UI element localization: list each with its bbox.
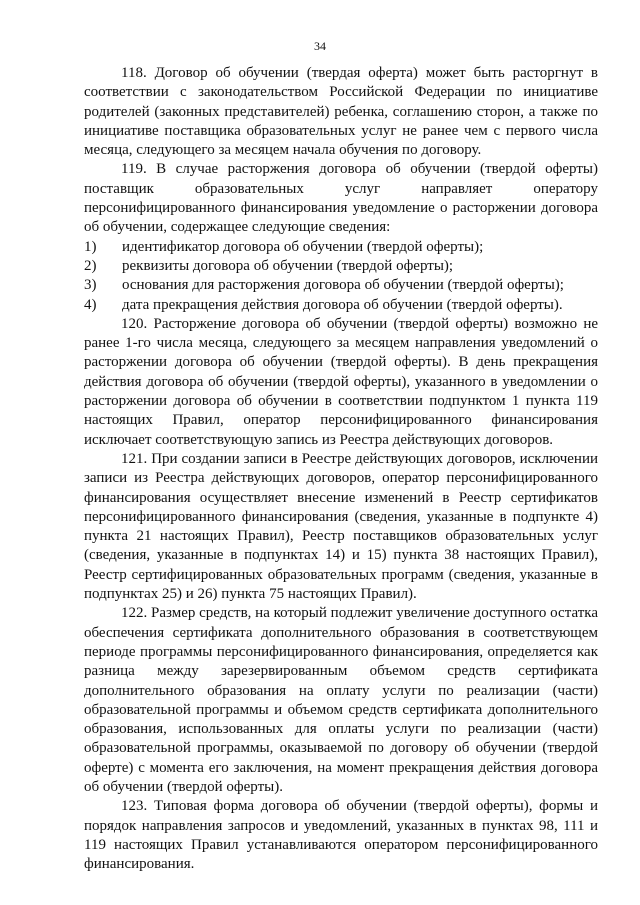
paragraph-120: 120. Расторжение договора об обучении (твердой оферты) возможно не ранее 1-го числа месяца, следующего за месяцем направления уведомлений о расторжении договора об обучении (твердой оферты). В день прекращения действия договора об обучении (твердой оферты), указанного в уведомлении о расторжении договора об обучении в соответствии подпунктом 1 пункта 119 настоящих Правил, оператор персонифицированного финансирования исключает соответствующую запись из Реестра действующих договоров. (84, 315, 598, 448)
paragraph-123: 123. Типовая форма договора об обучении (твердой оферты), формы и порядок направления запросов и уведомлений, указанных в пунктах 98, 111 и 119 настоящих Правил устанавливаются оператором персонифицированного финансирования. (84, 798, 598, 873)
list-item-text: реквизиты договора об обучении (твердой оферты); (122, 257, 454, 274)
list-item-119-4 (84, 296, 598, 315)
list-item-text: идентификатор договора об обучении (твердой оферты); (122, 238, 484, 255)
list-item-119-1 (84, 238, 598, 257)
list-item-119-3 (84, 276, 598, 295)
list-item-number: 2) (84, 257, 97, 274)
paragraph-118: 118. Договор об обучении (твердая оферта) может быть расторгнут в соответствии с законодательством Российской Федерации по инициативе родителей (законных представителей) ребенка, соглашению сторон, а также по инициативе поставщика образовательных услуг не ранее чем с первого числа месяца, следующего за месяцем начала обучения по договору. (84, 65, 598, 159)
document-body (84, 64, 598, 874)
list-item-number: 1) (84, 238, 97, 255)
list-item-119-2 (84, 257, 598, 276)
list-item-text: дата прекращения действия договора об обучении (твердой оферты). (122, 296, 563, 313)
paragraph-119: 119. В случае расторжения договора об обучении (твердой оферты) поставщик образовательных услуг направляет оператору персонифицированного финансирования уведомление о расторжении договора об обучении, содержащее следующие сведения: (84, 161, 598, 236)
page-number: 34 (314, 39, 326, 53)
list-item-text: основания для расторжения договора об обучении (твердой оферты); (122, 277, 564, 294)
list-item-number: 4) (84, 296, 97, 313)
paragraph-121: 121. При создании записи в Реестре действующих договоров, исключении записи из Реестра действующих договоров, оператор персонифицированного финансирования осуществляет внесение изменений в Реестр сертификатов персонифицированного финансирования (сведения, указанные в подпункте 4) пункта 21 настоящих Правил), Реестр поставщиков образовательных услуг (сведения, указанные в подпунктах 14) и 15) пункта 38 настоящих Правил), Реестр сертифицированных образовательных программ (сведения, указанные в подпунктах 25) и 26) пункта 75 настоящих Правил). (84, 450, 598, 603)
paragraph-122: 122. Размер средств, на который подлежит увеличение доступного остатка обеспечения сертификата дополнительного образования в соответствующем периоде программы персонифицированного финансирования, определяется как разница между зарезервированным объемом средств сертификата дополнительного образования на оплату услуги по реализации (части) образовательной программы и объемом средств сертификата дополнительного образования, использованных для оплаты услуги по реализации (части) образовательной программы, оказываемой по договору об обучении (твердой оферте) с момента его заключения, на момент прекращения действия договора об обучении (твердой оферты). (84, 605, 598, 795)
list-item-number: 3) (84, 277, 97, 294)
